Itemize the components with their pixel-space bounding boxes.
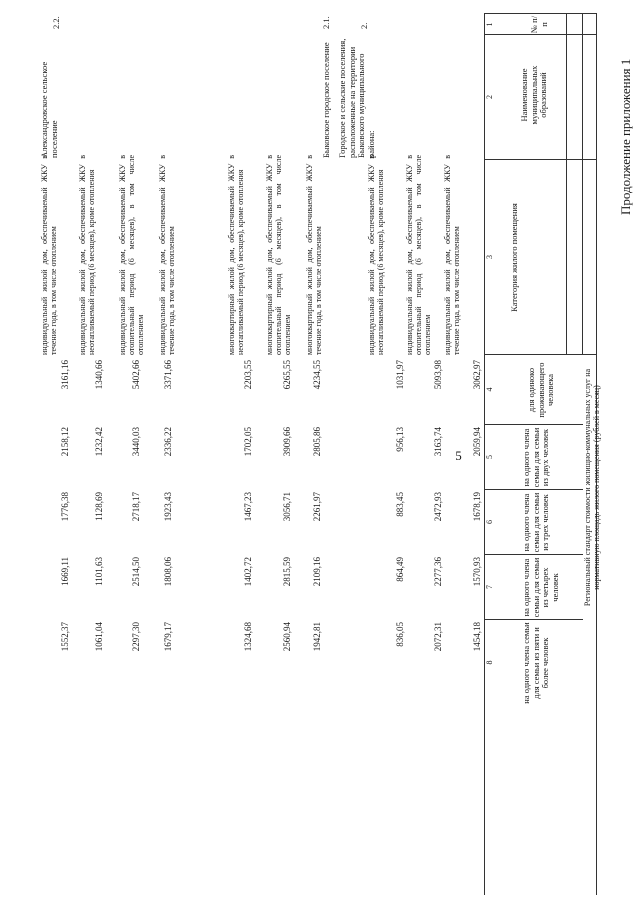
mo-2-1-row-2-value-3: 3056,71: [282, 492, 292, 522]
mo-2-1-row-3-value-2: 1702,05: [243, 427, 253, 457]
mo-2-1-row-3-category: многоквартирный жилой дом, обеспечиваемый ЖКУ в неотапливаемый период (6 месяцев), кроме отопления: [227, 155, 246, 355]
mo-2-1-row-6-value-3: 1128,69: [94, 492, 104, 521]
header-mo-name: Наименование муниципальных образований: [519, 65, 548, 125]
header-sub-4: на одного члена семьи для семьи из четырех человек: [521, 557, 560, 618]
mo-2-2-row-1-category: индивидуальный жилой дом, обеспечиваемый ЖКУ в течение года, в том числе отоплением: [40, 155, 59, 355]
mo-2-1-row-5-value-4: 2514,50: [131, 557, 141, 587]
mo-2-1-row-6-value-4: 1101,63: [94, 557, 104, 586]
top-row-2-value-5: 2072,31: [433, 622, 443, 652]
mo-2-2-row-1-value-5: 1552,37: [60, 622, 70, 652]
mo-2-2-row-1-value-2: 2158,12: [60, 427, 70, 457]
mo-2-2-row-1-value-3: 1776,38: [60, 492, 70, 522]
mo-2-1-row-4-value-1: 3371,66: [163, 360, 173, 390]
mo-2-1-row-5-category: индивидуальный жилой дом, обеспечиваемый ЖКУ в отопительный период (6 месяцев), в том числе отоплением: [118, 155, 146, 355]
mo-2-1-row-1-value-1: 4234,55: [312, 360, 322, 390]
mo-2-1-row-1-category: многоквартирный жилой дом, обеспечиваемый ЖКУ в течение года, в том числе отоплением: [305, 155, 324, 355]
mo-2-1-row-5-value-5: 2297,30: [131, 622, 141, 652]
mo-2-1-row-6-value-2: 1232,42: [94, 427, 104, 457]
mo-2-1-row-3-value-1: 2203,55: [243, 360, 253, 390]
section-2-name: Городское и сельские поселения, расположенные на территории Быковского муниципального района:: [337, 38, 376, 158]
top-row-2-value-3: 2472,93: [433, 492, 443, 522]
mo-2-1-row-5-value-2: 3440,03: [131, 427, 141, 457]
colnum-3: 3: [485, 255, 494, 259]
mo-2-1-row-2-category: многоквартирный жилой дом, обеспечиваемый ЖКУ в отопительный период (6 месяцев), в том числе отоплением: [265, 155, 293, 355]
mo-2-1-row-5-value-1: 5402,66: [131, 360, 141, 390]
mo-2-1-name: Быковское городское поселение: [321, 42, 331, 158]
top-row-3-category: индивидуальный жилой дом, обеспечиваемый ЖКУ в неотапливаемый период (6 месяцев), кроме отопления: [367, 155, 386, 355]
mo-2-1-row-1-value-4: 2109,16: [312, 557, 322, 587]
colnum-4: 4: [485, 387, 494, 392]
mo-2-2-row-1-value-4: 1669,11: [60, 557, 70, 586]
colnum-6: 6: [485, 520, 494, 524]
mo-2-1-row-2-value-2: 3909,66: [282, 427, 292, 457]
mo-2-1-row-3-value-3: 1467,23: [243, 492, 253, 522]
top-row-2-value-1: 5093,98: [433, 360, 443, 390]
mo-2-1-row-2-value-4: 2815,59: [282, 557, 292, 587]
mo-2-1-row-1-value-3: 2261,97: [312, 492, 322, 522]
mo-2-2-row-1-value-1: 3161,16: [60, 360, 70, 390]
top-row-3-value-1: 1031,97: [395, 360, 405, 390]
top-row-1-category: индивидуальный жилой дом, обеспечиваемый ЖКУ в течение года, в том числе отоплением: [443, 155, 462, 355]
top-row-1-value-4: 1570,93: [472, 557, 482, 587]
top-row-2-value-4: 2277,36: [433, 557, 443, 587]
top-row-1-value-2: 2059,94: [472, 427, 482, 457]
top-row-3-value-4: 864,49: [395, 557, 405, 582]
section-2-num: 2.: [359, 22, 369, 29]
mo-2-1-row-6-category: индивидуальный жилой дом, обеспечиваемый ЖКУ в неотапливаемый период (6 месяцев), кроме отопления: [78, 155, 97, 355]
top-row-2-value-2: 3163,74: [433, 427, 443, 457]
mo-2-1-row-2-value-5: 2560,94: [282, 622, 292, 652]
header-standard: Региональный стандарт стоимости жилищно-коммунальных услуг на нормативную площадь жилого помещения (рублей в месяц): [583, 368, 601, 607]
colnum-1: 1: [485, 22, 494, 27]
header-sub-5: на одного члена семьи для семьи из пяти и более человек: [521, 622, 550, 704]
mo-2-1-num: 2.1.: [321, 16, 331, 29]
mo-2-1-row-6-value-1: 1340,66: [94, 360, 104, 390]
mo-2-1-row-6-value-5: 1061,04: [94, 622, 104, 652]
top-row-3-value-3: 883,45: [395, 492, 405, 517]
colnum-5: 5: [485, 455, 494, 459]
continuation-label: Продолжение приложения 1: [618, 58, 633, 215]
colnum-8: 8: [485, 660, 494, 665]
mo-2-1-row-3-value-4: 1402,72: [243, 557, 253, 587]
header-sub-3: на одного члена семьи для семьи из трех человек: [521, 492, 550, 553]
top-row-3-value-5: 836,05: [395, 622, 405, 647]
mo-2-1-row-1-value-5: 1942,81: [312, 622, 322, 652]
top-row-2-category: индивидуальный жилой дом, обеспечиваемый ЖКУ в отопительный период (6 месяцев), в том числе отоплением: [405, 155, 433, 355]
mo-2-1-row-4-value-5: 1679,17: [163, 622, 173, 652]
mo-2-2-name: Александровское сельское поселение: [39, 61, 59, 158]
page-number: 5: [455, 448, 462, 463]
header-category: Категория жилого помещения: [509, 203, 519, 312]
mo-2-1-row-4-value-2: 2336,22: [163, 427, 173, 457]
mo-2-1-row-3-value-5: 1324,68: [243, 622, 253, 652]
header-sub-1: для одиноко проживающего человека: [526, 362, 555, 418]
mo-2-1-row-4-value-4: 1808,06: [163, 557, 173, 587]
colnum-2: 2: [485, 95, 494, 99]
mo-2-1-row-2-value-1: 6265,55: [282, 360, 292, 390]
top-row-3-value-2: 956,13: [395, 427, 405, 452]
top-row-1-value-3: 1678,19: [472, 492, 482, 522]
top-row-1-value-1: 3062,97: [472, 360, 482, 390]
header-sub-2: на одного члена семьи для семьи из двух человек: [521, 427, 550, 488]
mo-2-2-num: 2.2.: [51, 16, 61, 29]
mo-2-1-row-5-value-3: 2718,17: [131, 492, 141, 522]
top-row-1-value-5: 1454,18: [472, 622, 482, 652]
mo-2-1-row-1-value-2: 2805,86: [312, 427, 322, 457]
mo-2-1-row-4-category: индивидуальный жилой дом, обеспечиваемый ЖКУ в течение года, в том числе отоплением: [158, 155, 177, 355]
mo-2-1-row-4-value-3: 1923,43: [163, 492, 173, 522]
colnum-7: 7: [485, 585, 494, 589]
header-num: № п/п: [529, 15, 549, 34]
